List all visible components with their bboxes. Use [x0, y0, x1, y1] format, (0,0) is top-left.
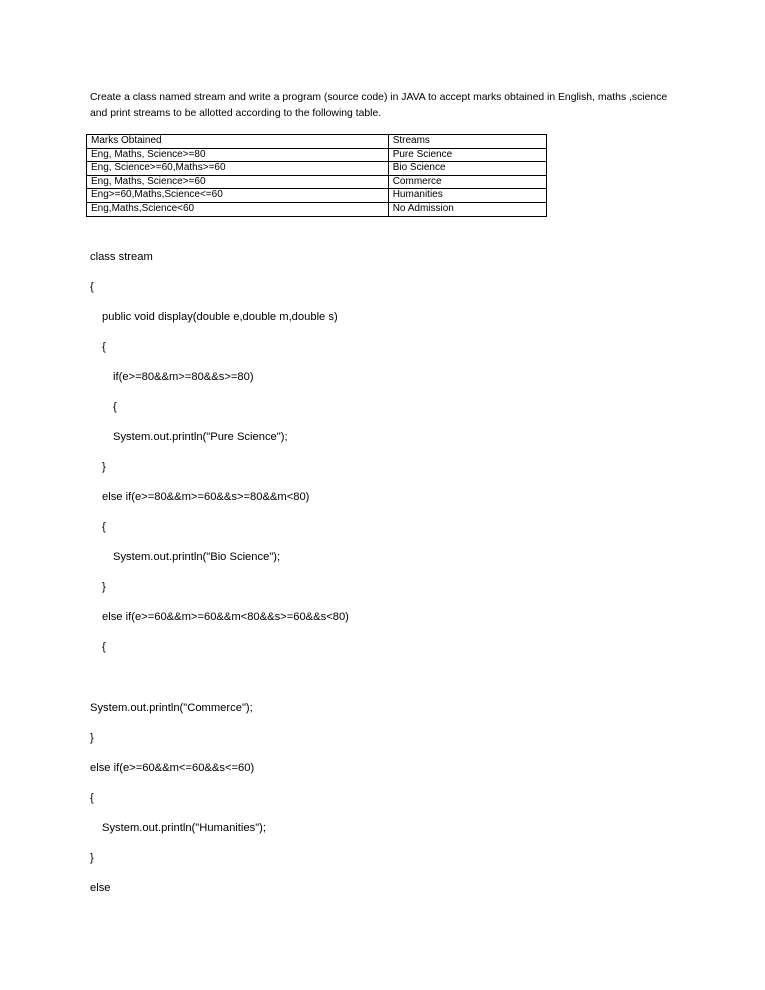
- code-line: {: [102, 341, 106, 353]
- code-line: }: [102, 461, 106, 473]
- header-marks-obtained: Marks Obtained: [87, 135, 389, 149]
- code-line: else if(e>=60&&m<=60&&s<=60): [90, 762, 255, 774]
- code-line: {: [102, 641, 106, 653]
- code-line: }: [90, 852, 94, 864]
- code-line: else if(e>=80&&m>=60&&s>=80&&m<80): [102, 491, 310, 503]
- code-line: }: [102, 581, 106, 593]
- table-cell-stream: Humanities: [388, 189, 546, 203]
- code-line: if(e>=80&&m>=80&&s>=80): [113, 371, 254, 383]
- table-cell-marks: Eng,Maths,Science<60: [87, 202, 389, 216]
- code-line: {: [90, 792, 94, 804]
- code-line: System.out.println("Commerce");: [90, 702, 253, 714]
- code-line: System.out.println("Bio Science");: [113, 551, 281, 563]
- question-line-1: Create a class named stream and write a program (source code) in JAVA to accept marks obtained in English, maths ,science: [90, 92, 668, 103]
- question-line-2: and print streams to be allotted according to the following table.: [90, 108, 382, 119]
- table-cell-stream: No Admission: [388, 202, 546, 216]
- code-line: System.out.println("Humanities");: [102, 822, 266, 834]
- table-cell-stream: Pure Science: [388, 148, 546, 162]
- code-line: }: [90, 732, 94, 744]
- code-line: {: [102, 521, 106, 533]
- table-cell-marks: Eng, Maths, Science>=80: [87, 148, 389, 162]
- table-cell-marks: Eng, Science>=60,Maths>=60: [87, 162, 389, 176]
- table-cell-stream: Bio Science: [388, 162, 546, 176]
- code-line: {: [90, 281, 94, 293]
- code-line: public void display(double e,double m,double s): [102, 311, 338, 323]
- code-line: else: [90, 882, 111, 894]
- code-line: System.out.println("Pure Science");: [113, 431, 288, 443]
- code-line: else if(e>=60&&m>=60&&m<80&&s>=60&&s<80): [102, 611, 349, 623]
- table-cell-marks: Eng>=60,Maths,Science<=60: [87, 189, 389, 203]
- table-cell-stream: Commerce: [388, 175, 546, 189]
- header-streams: Streams: [388, 135, 546, 149]
- code-line: {: [113, 401, 117, 413]
- table-cell-marks: Eng, Maths, Science>=60: [87, 175, 389, 189]
- code-line: class stream: [90, 251, 153, 263]
